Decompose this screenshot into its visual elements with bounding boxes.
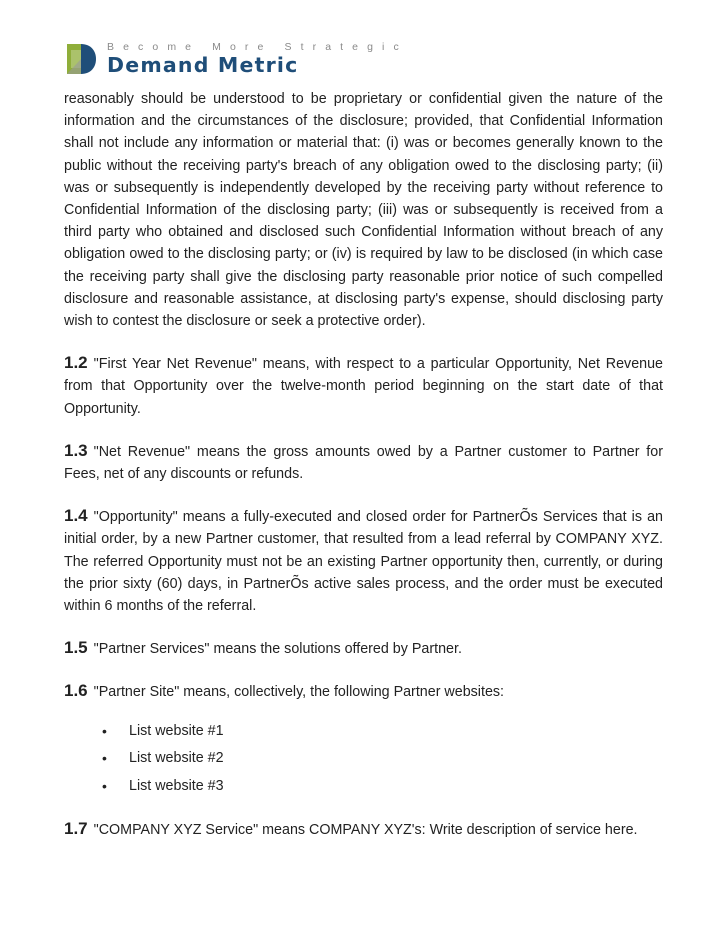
- section-number: 1.2: [64, 353, 88, 373]
- partner-websites-list: [64, 718, 663, 801]
- list-item: [64, 773, 663, 801]
- section-1-5: [64, 637, 663, 660]
- section-number: 1.5: [64, 638, 88, 658]
- list-item: [64, 718, 663, 746]
- bullet-icon: •: [102, 722, 107, 739]
- section-number: 1.7: [64, 819, 88, 839]
- document-body: [64, 88, 663, 841]
- brand-name: Demand Metric: [107, 53, 299, 77]
- intro-paragraph: reasonably should be understood to be proprietary or confidential given the nature of the information and the circumstances of the disclosure; provided, that Confidential Information shall not include any information or material that: (i) was or becomes generally known to the public without the receiving party's breach of any obligation owed to the disclosing party; (ii) was or subsequently is independently developed by the receiving party without reference to Confidential Information of the disclosing party; (iii) was or subsequently is received from a third party who obtained and disclosed such Confidential Information without breach of any obligation owed to the disclosing party; or (iv) is required by law to be disclosed (in which case the receiving party shall give the disclosing party reasonable prior notice of such compelled disclosure and reasonable assistance, at disclosing party's expense, should disclosing party wish to contest the disclosure or seek a protective order).: [64, 91, 663, 330]
- section-number: 1.4: [64, 506, 88, 526]
- section-1-6: [64, 680, 663, 703]
- bullet-icon: •: [102, 777, 107, 794]
- section-1-4: [64, 505, 663, 617]
- section-number: 1.6: [64, 681, 88, 701]
- section-number: 1.3: [64, 440, 88, 460]
- list-item: [64, 745, 663, 773]
- section-text: "Net Revenue" means the gross amounts owed by a Partner customer to Partner for Fees, net of any discounts or refunds.: [64, 443, 663, 483]
- document-header: [65, 38, 408, 78]
- section-text: "COMPANY XYZ Service" means COMPANY XYZ's: Write description of service here.: [93, 822, 638, 839]
- section-1-3: [64, 440, 663, 485]
- demand-metric-logo-icon: [65, 42, 97, 76]
- website-label: List website #2: [129, 750, 224, 767]
- section-text: "First Year Net Revenue" means, with respect to a particular Opportunity, Net Revenue from that Opportunity over the twelve-month period beginning on the start date of that Opportunity.: [64, 356, 663, 417]
- section-text: "Opportunity" means a fully-executed and closed order for PartnerÕs Services that is an initial order, by a new Partner customer, that resulted from a lead referral by COMPANY XYZ. The referred Opportunity must not be an existing Partner opportunity then, currently, or during the prior sixty (60) days, in PartnerÕs active sales process, and the order must be executed within 6 months of the referral.: [64, 509, 663, 615]
- bullet-icon: •: [102, 750, 107, 767]
- website-label: List website #3: [129, 777, 224, 794]
- section-1-7: [64, 818, 663, 841]
- section-1-2: [64, 352, 663, 420]
- website-label: List website #1: [129, 722, 224, 739]
- section-text: "Partner Site" means, collectively, the following Partner websites:: [93, 684, 505, 701]
- section-text: "Partner Services" means the solutions offered by Partner.: [93, 641, 462, 658]
- brand-tagline: Become More Strategic: [107, 41, 408, 53]
